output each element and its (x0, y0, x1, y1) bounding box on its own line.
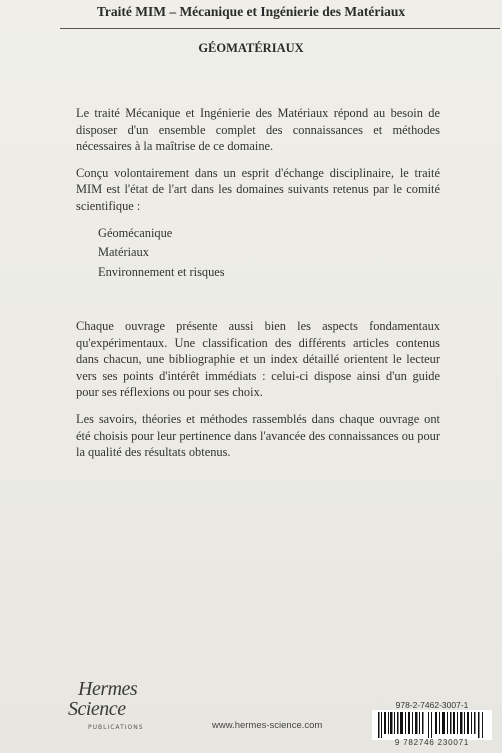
header-rule (60, 28, 500, 29)
paragraph-selection: Les savoirs, théories et méthodes rassemblés dans chaque ouvrage ont été choisis pour leur pertinence dans l'avancée des connaissances ou pour la qualité des résultats obtenus. (76, 412, 440, 460)
logo-science: Science (68, 698, 126, 720)
barcode-number: 9 782746 230071 (394, 738, 470, 747)
isbn: 978-2-7462-3007-1 (395, 700, 469, 710)
series-title: Traité MIM – Mécanique et Ingénierie des Matériaux (96, 4, 406, 19)
domain-item: Environnement et risques (98, 264, 225, 279)
description-text (76, 105, 440, 471)
paragraph-scope: Conçu volontairement dans un esprit d'échange disciplinaire, le traité MIM est l'état de l'art dans les domaines suivants retenus par le comité scientifique : (76, 165, 440, 213)
barcode (372, 710, 492, 740)
logo-publications: PUBLICATIONS (88, 724, 144, 731)
logo-hermes: Hermes (78, 678, 138, 700)
domain-item: Géomécanique (98, 225, 173, 240)
barcode-icon (378, 712, 486, 738)
domain-list (76, 225, 440, 281)
publisher-website: www.hermes-science.com (212, 720, 323, 731)
paragraph-structure: Chaque ouvrage présente aussi bien les aspects fondamentaux qu'expérimentaux. Une classification des différents articles contenus dans chacun, une bibliographie et un index détaillé orientent le lecteur vers ses points d'intérêt immédiats : celui-ci dispose ainsi d'un guide pour ses réflexions ou pour ses choix. (76, 319, 440, 400)
book-subtitle: GÉOMATÉRIAUX (198, 41, 304, 55)
domain-item: Matériaux (98, 245, 149, 260)
paragraph-intro: Le traité Mécanique et Ingénierie des Matériaux répond au besoin de disposer d'un ensemble complet des connaissances et méthodes nécessaires à la maîtrise de ce domaine. (76, 106, 440, 154)
publisher-logo (64, 680, 204, 740)
